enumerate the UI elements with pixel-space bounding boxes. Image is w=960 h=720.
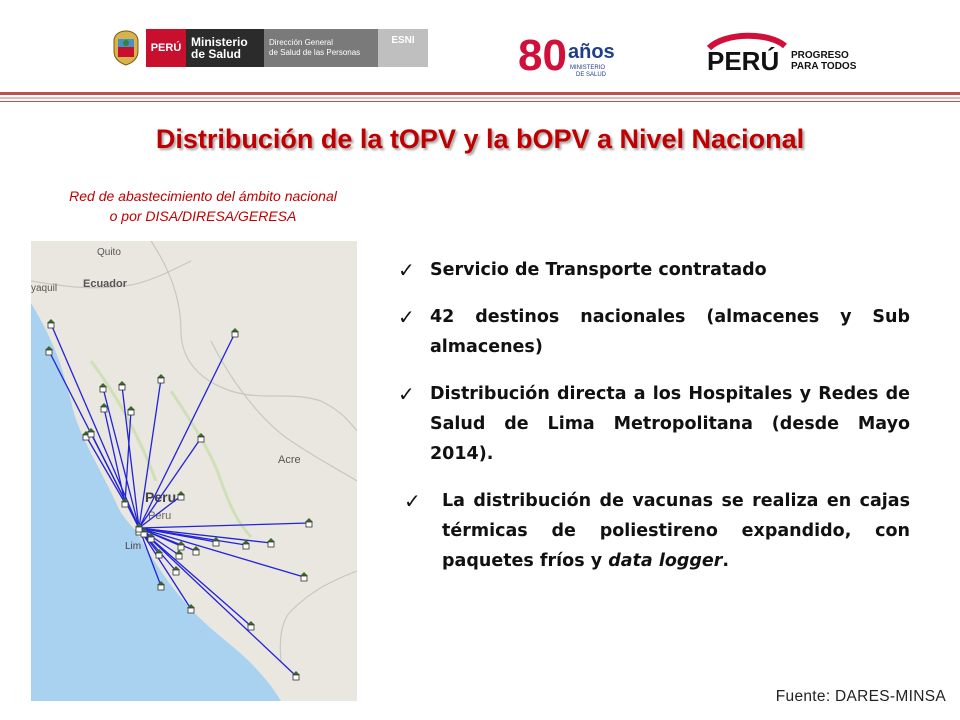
svg-text:PARA TODOS: PARA TODOS xyxy=(791,61,857,72)
header-divider-line xyxy=(0,97,960,99)
svg-text:80: 80 xyxy=(518,31,567,80)
bullet-item: ✓ 42 destinos nacionales (almacenes y Sub almacenes) xyxy=(398,302,910,362)
map-label-peru: Peru xyxy=(145,489,177,505)
map-label-quito: Quito xyxy=(97,247,121,258)
map-label-ecuador: Ecuador xyxy=(83,278,128,290)
minsa-esni-label: ESNI xyxy=(378,29,428,67)
svg-text:años: años xyxy=(568,41,615,63)
header-divider-line xyxy=(0,92,960,95)
svg-text:DE SALUD: DE SALUD xyxy=(576,72,607,78)
minsa-logo xyxy=(110,29,428,67)
bullet-item: ✓ Servicio de Transporte contratado xyxy=(398,255,910,285)
map-caption: Red de abastecimiento del ámbito nacional o por DISA/DIRESA/GERESA xyxy=(69,188,337,224)
checkmark-icon: ✓ xyxy=(404,489,421,513)
bullet-item: ✓ La distribución de vacunas se realiza en cajas térmicas de poliestireno expandido, con paquetes fríos y data logger. xyxy=(398,486,910,576)
slide-title: Distribución de la tOPV y la bOPV a Nivel Nacional xyxy=(155,124,805,154)
minsa-direccion-label: Dirección General de Salud de las Personas xyxy=(264,29,378,67)
bullet-list xyxy=(398,255,910,593)
peru-progreso-logo xyxy=(705,32,870,76)
checkmark-icon: ✓ xyxy=(398,382,415,406)
map-label-yaquil: yaquil xyxy=(31,283,58,294)
distribution-map xyxy=(31,241,357,701)
map-label-peru: Peru xyxy=(148,510,172,522)
anniversary-80-logo xyxy=(516,28,622,84)
map-label-acre: Acre xyxy=(278,454,301,466)
svg-text:PERÚ: PERÚ xyxy=(707,46,780,76)
coat-of-arms-icon xyxy=(110,29,142,67)
header-divider-line xyxy=(0,101,960,102)
minsa-peru-label: PERÚ xyxy=(146,29,186,67)
checkmark-icon: ✓ xyxy=(398,258,415,282)
svg-text:MINISTERIO: MINISTERIO xyxy=(570,65,606,71)
minsa-ministerio-label: Ministerio de Salud xyxy=(186,29,264,67)
svg-text:PROGRESO: PROGRESO xyxy=(791,50,849,61)
bullet-item: ✓ Distribución directa a los Hospitales y Redes de Salud de Lima Metropolitana (desde Mayo 2014). xyxy=(398,379,910,469)
map-label-lima: Lim xyxy=(125,541,142,552)
checkmark-icon: ✓ xyxy=(398,305,415,329)
header-bar xyxy=(0,0,960,92)
source-credit: Fuente: DARES-MINSA xyxy=(775,688,946,705)
